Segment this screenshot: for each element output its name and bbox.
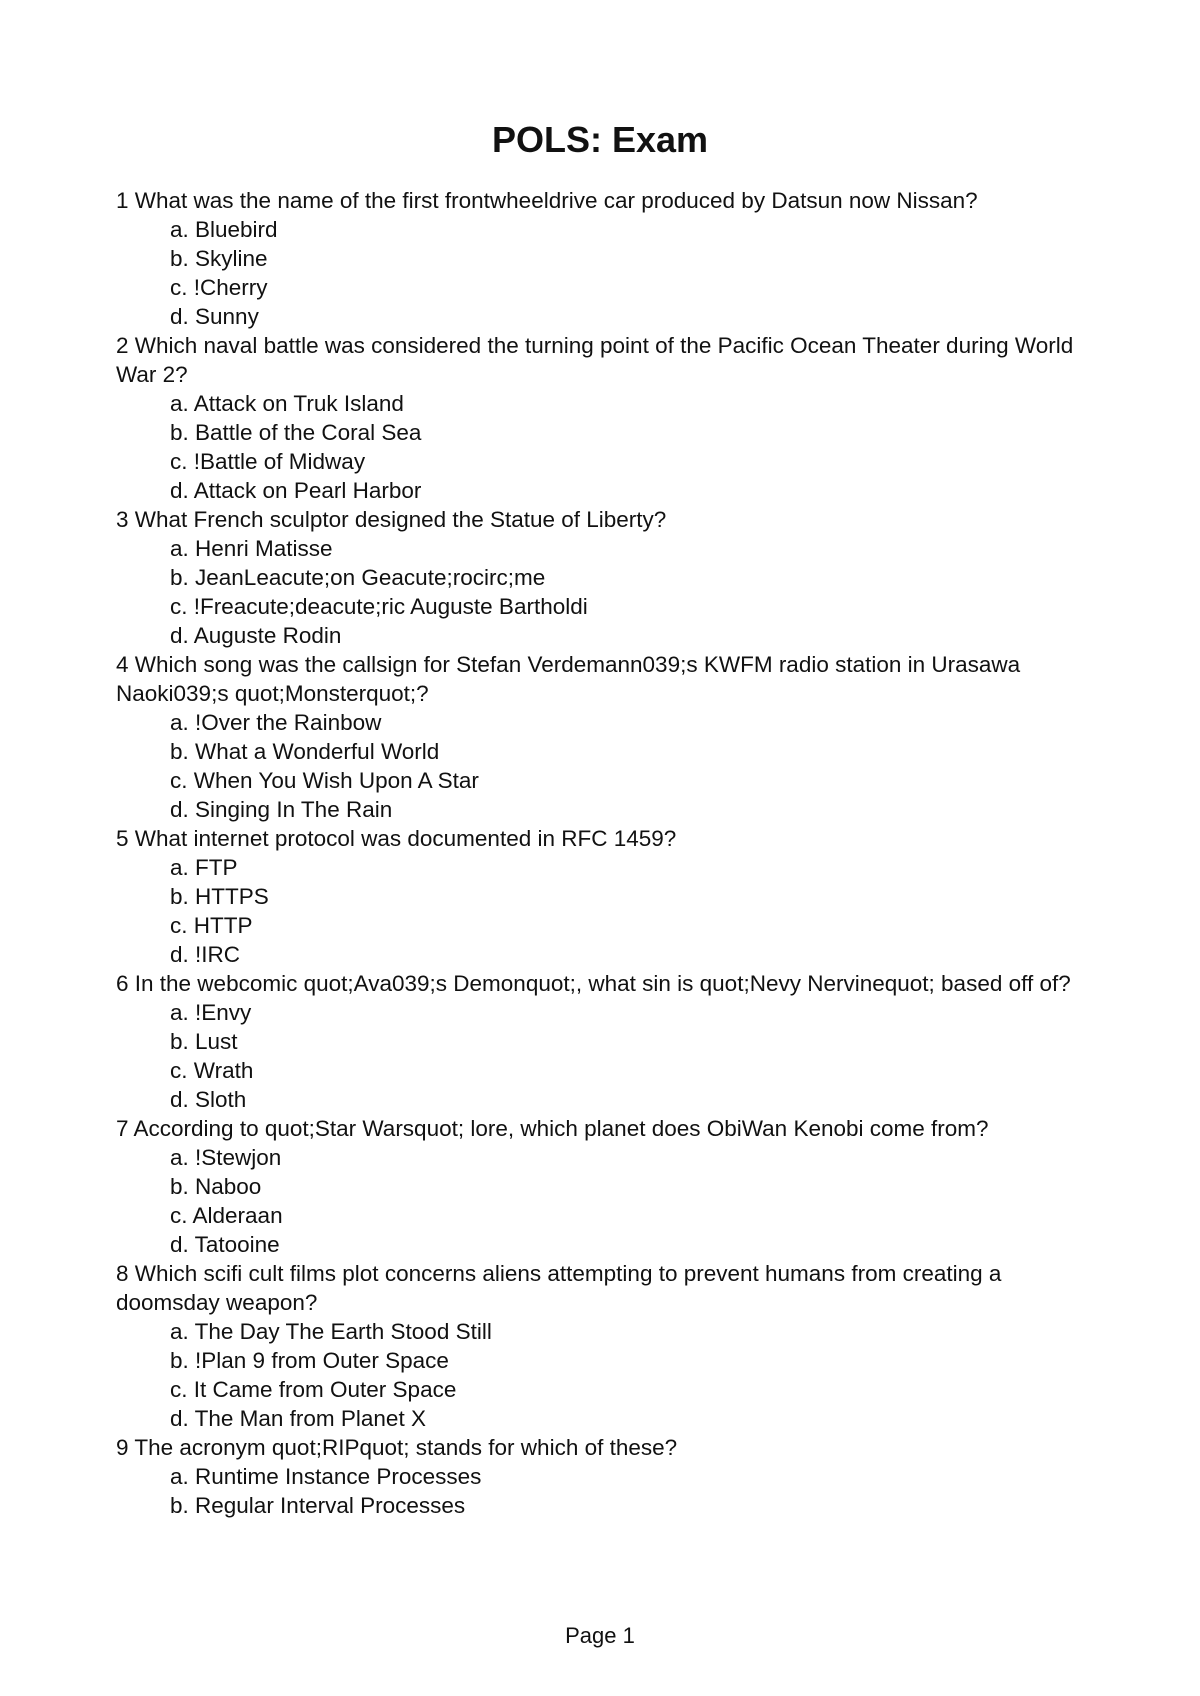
answer-option: d. Auguste Rodin — [170, 623, 342, 648]
answer-options — [116, 534, 1096, 650]
question-item — [116, 824, 1096, 969]
answer-options — [116, 853, 1096, 969]
question-item — [116, 1114, 1096, 1259]
answer-option: b. Regular Interval Processes — [170, 1493, 466, 1518]
question-item — [116, 969, 1096, 1114]
answer-options — [116, 1143, 1096, 1259]
page-number: Page 1 — [565, 1623, 635, 1648]
question-item — [116, 1259, 1096, 1433]
answer-option: b. Naboo — [170, 1174, 262, 1199]
question-list — [116, 186, 1096, 1520]
page-title: POLS: Exam — [491, 119, 709, 160]
answer-option: c. Alderaan — [170, 1203, 283, 1228]
answer-option: c. !Cherry — [170, 275, 268, 300]
answer-option: a. Henri Matisse — [170, 536, 333, 561]
question-text: 4 Which song was the callsign for Stefan Verdemann039;s KWFM radio station in Urasawa Naoki039;s quot;Monsterquot;? — [116, 652, 1021, 706]
answer-option: d. Sloth — [170, 1087, 247, 1112]
question-item — [116, 1433, 1096, 1520]
answer-option: b. What a Wonderful World — [170, 739, 440, 764]
question-text: 7 According to quot;Star Warsquot; lore, which planet does ObiWan Kenobi come from? — [116, 1116, 989, 1141]
question-text: 2 Which naval battle was considered the turning point of the Pacific Ocean Theater during World War 2? — [116, 333, 1074, 387]
answer-option: d. Sunny — [170, 304, 259, 329]
answer-option: a. !Envy — [170, 1000, 252, 1025]
answer-option: a. Bluebird — [170, 217, 278, 242]
question-text: 1 What was the name of the first frontwheeldrive car produced by Datsun now Nissan? — [116, 188, 978, 213]
answer-option: c. Wrath — [170, 1058, 254, 1083]
answer-option: b. Lust — [170, 1029, 238, 1054]
answer-option: b. HTTPS — [170, 884, 269, 909]
question-text: 3 What French sculptor designed the Statue of Liberty? — [116, 507, 667, 532]
question-text: 6 In the webcomic quot;Ava039;s Demonquot;, what sin is quot;Nevy Nervinequot; based off of? — [116, 971, 1071, 996]
answer-option: a. Attack on Truk Island — [170, 391, 404, 416]
answer-options — [116, 708, 1096, 824]
question-text: 5 What internet protocol was documented in RFC 1459? — [116, 826, 677, 851]
question-item — [116, 186, 1096, 331]
answer-options — [116, 215, 1096, 331]
question-text: 9 The acronym quot;RIPquot; stands for which of these? — [116, 1435, 678, 1460]
answer-option: c. !Freacute;deacute;ric Auguste Bartholdi — [170, 594, 588, 619]
answer-option: a. !Stewjon — [170, 1145, 282, 1170]
question-item — [116, 331, 1096, 505]
answer-option: d. Singing In The Rain — [170, 797, 393, 822]
question-item — [116, 650, 1096, 824]
answer-options — [116, 1317, 1096, 1433]
answer-option: b. Skyline — [170, 246, 268, 271]
answer-options — [116, 1462, 1096, 1520]
question-text: 8 Which scifi cult films plot concerns aliens attempting to prevent humans from creating a doomsday weapon? — [116, 1261, 1002, 1315]
answer-option: c. HTTP — [170, 913, 253, 938]
answer-option: c. It Came from Outer Space — [170, 1377, 457, 1402]
answer-option: c. !Battle of Midway — [170, 449, 366, 474]
question-item — [116, 505, 1096, 650]
answer-option: b. JeanLeacute;on Geacute;rocirc;me — [170, 565, 546, 590]
answer-option: a. !Over the Rainbow — [170, 710, 382, 735]
answer-option: b. !Plan 9 from Outer Space — [170, 1348, 449, 1373]
answer-option: d. Attack on Pearl Harbor — [170, 478, 422, 503]
answer-option: d. Tatooine — [170, 1232, 280, 1257]
answer-option: b. Battle of the Coral Sea — [170, 420, 422, 445]
answer-option: a. The Day The Earth Stood Still — [170, 1319, 492, 1344]
answer-options — [116, 998, 1096, 1114]
answer-option: a. FTP — [170, 855, 238, 880]
answer-option: d. The Man from Planet X — [170, 1406, 426, 1431]
answer-option: d. !IRC — [170, 942, 241, 967]
answer-option: c. When You Wish Upon A Star — [170, 768, 479, 793]
answer-option: a. Runtime Instance Processes — [170, 1464, 482, 1489]
answer-options — [116, 389, 1096, 505]
